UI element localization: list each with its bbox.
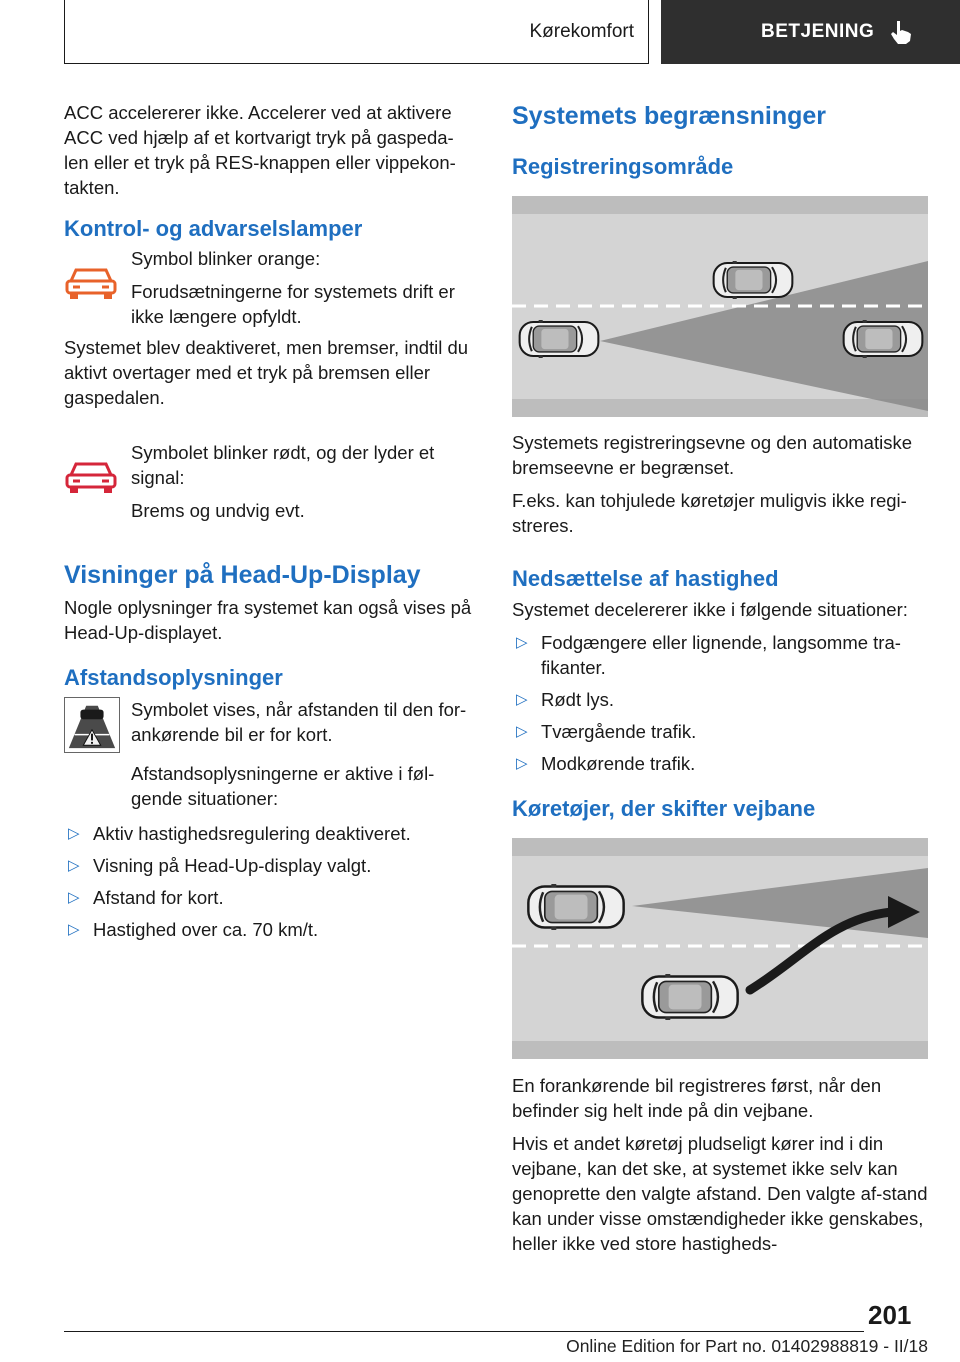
distance-warning-hud-icon bbox=[64, 697, 120, 753]
section-title: Kørekomfort bbox=[529, 20, 634, 42]
speed-paragraph: Systemet decelererer ikke i følgende situationer: bbox=[512, 599, 908, 620]
speed-heading: Nedsættelse af hastighed bbox=[512, 566, 779, 591]
list-item: ▷ Fodgængere eller lignende, langsomme tra-fikanter. bbox=[516, 632, 901, 678]
intro-paragraph: ACC accelererer ikke. Accelerer ved at aktivere ACC ved hjælp af et kortvarigt tryk på gaspeda-len eller et tryk på RES-knappen eller vippekon-takten. bbox=[64, 102, 456, 198]
orange-lamp-text: Forudsætningerne for systemets drift er ikke længere opfyldt. bbox=[131, 281, 455, 327]
distance-bullet-list bbox=[64, 821, 476, 942]
chapter-title: BETJENING bbox=[761, 21, 875, 42]
list-item: ▷ Tværgående trafik. bbox=[516, 721, 697, 742]
list-item: ▷ Modkørende trafik. bbox=[516, 753, 696, 774]
car-warning-red-icon bbox=[64, 458, 118, 498]
lane-change-illustration bbox=[512, 838, 928, 1059]
right-column bbox=[512, 100, 928, 1256]
running-header-section bbox=[64, 0, 649, 64]
orange-lamp-after: Systemet blev deaktiveret, men bremser, indtil du aktivt overtager med et tryk på bremsen eller gaspedalen. bbox=[64, 337, 469, 408]
orange-lamp-block bbox=[64, 246, 476, 329]
triangle-bullet-icon: ▷ bbox=[516, 634, 528, 651]
list-item: ▷ Visning på Head-Up-display valgt. bbox=[68, 855, 372, 876]
distance-text-1: Symbolet vises, når afstanden til den for-ankørende bil er for kort. bbox=[131, 699, 467, 745]
footer-edition: Online Edition for Part no. 01402988819 - II/18 bbox=[566, 1336, 928, 1356]
running-header-chapter bbox=[661, 0, 960, 64]
range-heading: Registreringsområde bbox=[512, 154, 734, 179]
list-item: ▷ Afstand for kort. bbox=[68, 887, 224, 908]
triangle-bullet-icon: ▷ bbox=[516, 723, 528, 740]
car-warning-orange-icon bbox=[64, 264, 118, 304]
hud-heading: Visninger på Head-Up-Display bbox=[64, 561, 421, 589]
page-number: 201 bbox=[868, 1300, 912, 1330]
distance-info-block bbox=[64, 697, 476, 753]
triangle-bullet-icon: ▷ bbox=[68, 921, 80, 938]
orange-lamp-title: Symbol blinker orange: bbox=[131, 248, 321, 269]
lane-change-heading: Køretøjer, der skifter vejbane bbox=[512, 796, 816, 821]
list-item: ▷ Hastighed over ca. 70 km/t. bbox=[68, 919, 319, 940]
distance-heading: Afstandsoplysninger bbox=[64, 665, 283, 690]
triangle-bullet-icon: ▷ bbox=[68, 889, 80, 906]
detection-range-illustration bbox=[512, 196, 928, 417]
lamps-heading: Kontrol- og advarselslamper bbox=[64, 216, 363, 241]
range-text-2: F.eks. kan tohjulede køretøjer muligvis ikke regi-streres. bbox=[512, 490, 907, 536]
left-column bbox=[64, 100, 476, 949]
triangle-bullet-icon: ▷ bbox=[516, 691, 528, 708]
lane-text-2: Hvis et andet køretøj pludseligt kører ind i din vejbane, kan det ske, at systemet ikke selv kan genoprette den valgte afstand. Den valgte af-stand kan under visse omstændigheder ikke genskabes, heller ikke ved store hastigheds- bbox=[512, 1133, 928, 1254]
triangle-bullet-icon: ▷ bbox=[68, 825, 80, 842]
limits-heading: Systemets begrænsninger bbox=[512, 102, 826, 130]
triangle-bullet-icon: ▷ bbox=[516, 755, 528, 772]
distance-text-2: Afstandsoplysningerne er aktive i føl-gende situationer: bbox=[131, 763, 435, 809]
lane-text-1: En forankørende bil registreres først, når den befinder sig helt inde på din vejbane. bbox=[512, 1075, 882, 1121]
red-lamp-block bbox=[64, 440, 476, 523]
triangle-bullet-icon: ▷ bbox=[68, 857, 80, 874]
speed-bullet-list bbox=[512, 630, 928, 776]
range-text-1: Systemets registreringsevne og den automatiske bremseevne er begrænset. bbox=[512, 432, 913, 478]
pointing-hand-icon bbox=[888, 19, 914, 45]
list-item: ▷ Rødt lys. bbox=[516, 689, 614, 710]
red-lamp-title: Symbolet blinker rødt, og der lyder et signal: bbox=[131, 442, 435, 488]
footer-divider bbox=[64, 1331, 864, 1332]
red-lamp-text: Brems og undvig evt. bbox=[131, 500, 305, 521]
list-item: ▷ Aktiv hastighedsregulering deaktiveret. bbox=[68, 823, 411, 844]
hud-paragraph: Nogle oplysninger fra systemet kan også vises på Head-Up-displayet. bbox=[64, 597, 472, 643]
